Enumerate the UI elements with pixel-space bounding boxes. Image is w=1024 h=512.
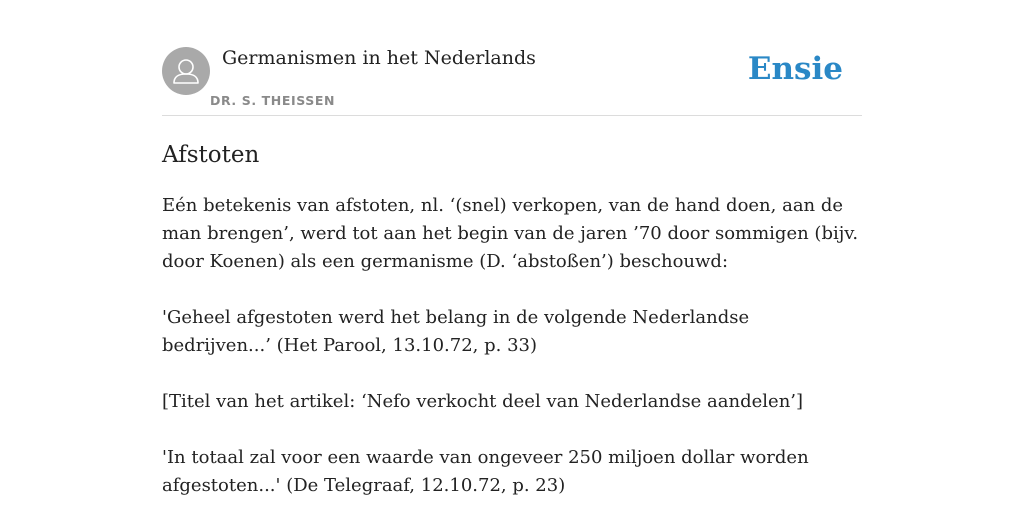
- entry-content: [162, 192, 862, 512]
- author-name[interactable]: DR. S. THEISSEN: [210, 93, 336, 108]
- entry-quote: 'Geheel afgestoten werd het belang in de volgende Nederlandse bedrijven...’ (Het Parool, 13.10.72, p. 33): [162, 307, 750, 356]
- entry-title: Afstoten: [162, 142, 260, 168]
- entry-paragraph: Eén betekenis van afstoten, nl. ‘(snel) verkopen, van de hand doen, aan de man brengen’, werd tot aan het begin van de jaren ’70 door sommigen (bijv. door Koenen) als een germanisme (D. ‘abstoßen’) beschouwd:: [162, 195, 859, 272]
- ensie-logo[interactable]: Ensie: [747, 51, 843, 87]
- article-header: [162, 46, 862, 116]
- entry-note: [Titel van het artikel: ‘Nefo verkocht deel van Nederlandse aandelen’]: [162, 391, 804, 412]
- user-avatar-icon[interactable]: [162, 47, 210, 95]
- book-title[interactable]: Germanismen in het Nederlands: [222, 47, 536, 69]
- article-page: [162, 0, 862, 512]
- entry-quote: 'In totaal zal voor een waarde van ongeveer 250 miljoen dollar worden afgestoten...' (De Telegraaf, 12.10.72, p. 23): [162, 447, 809, 496]
